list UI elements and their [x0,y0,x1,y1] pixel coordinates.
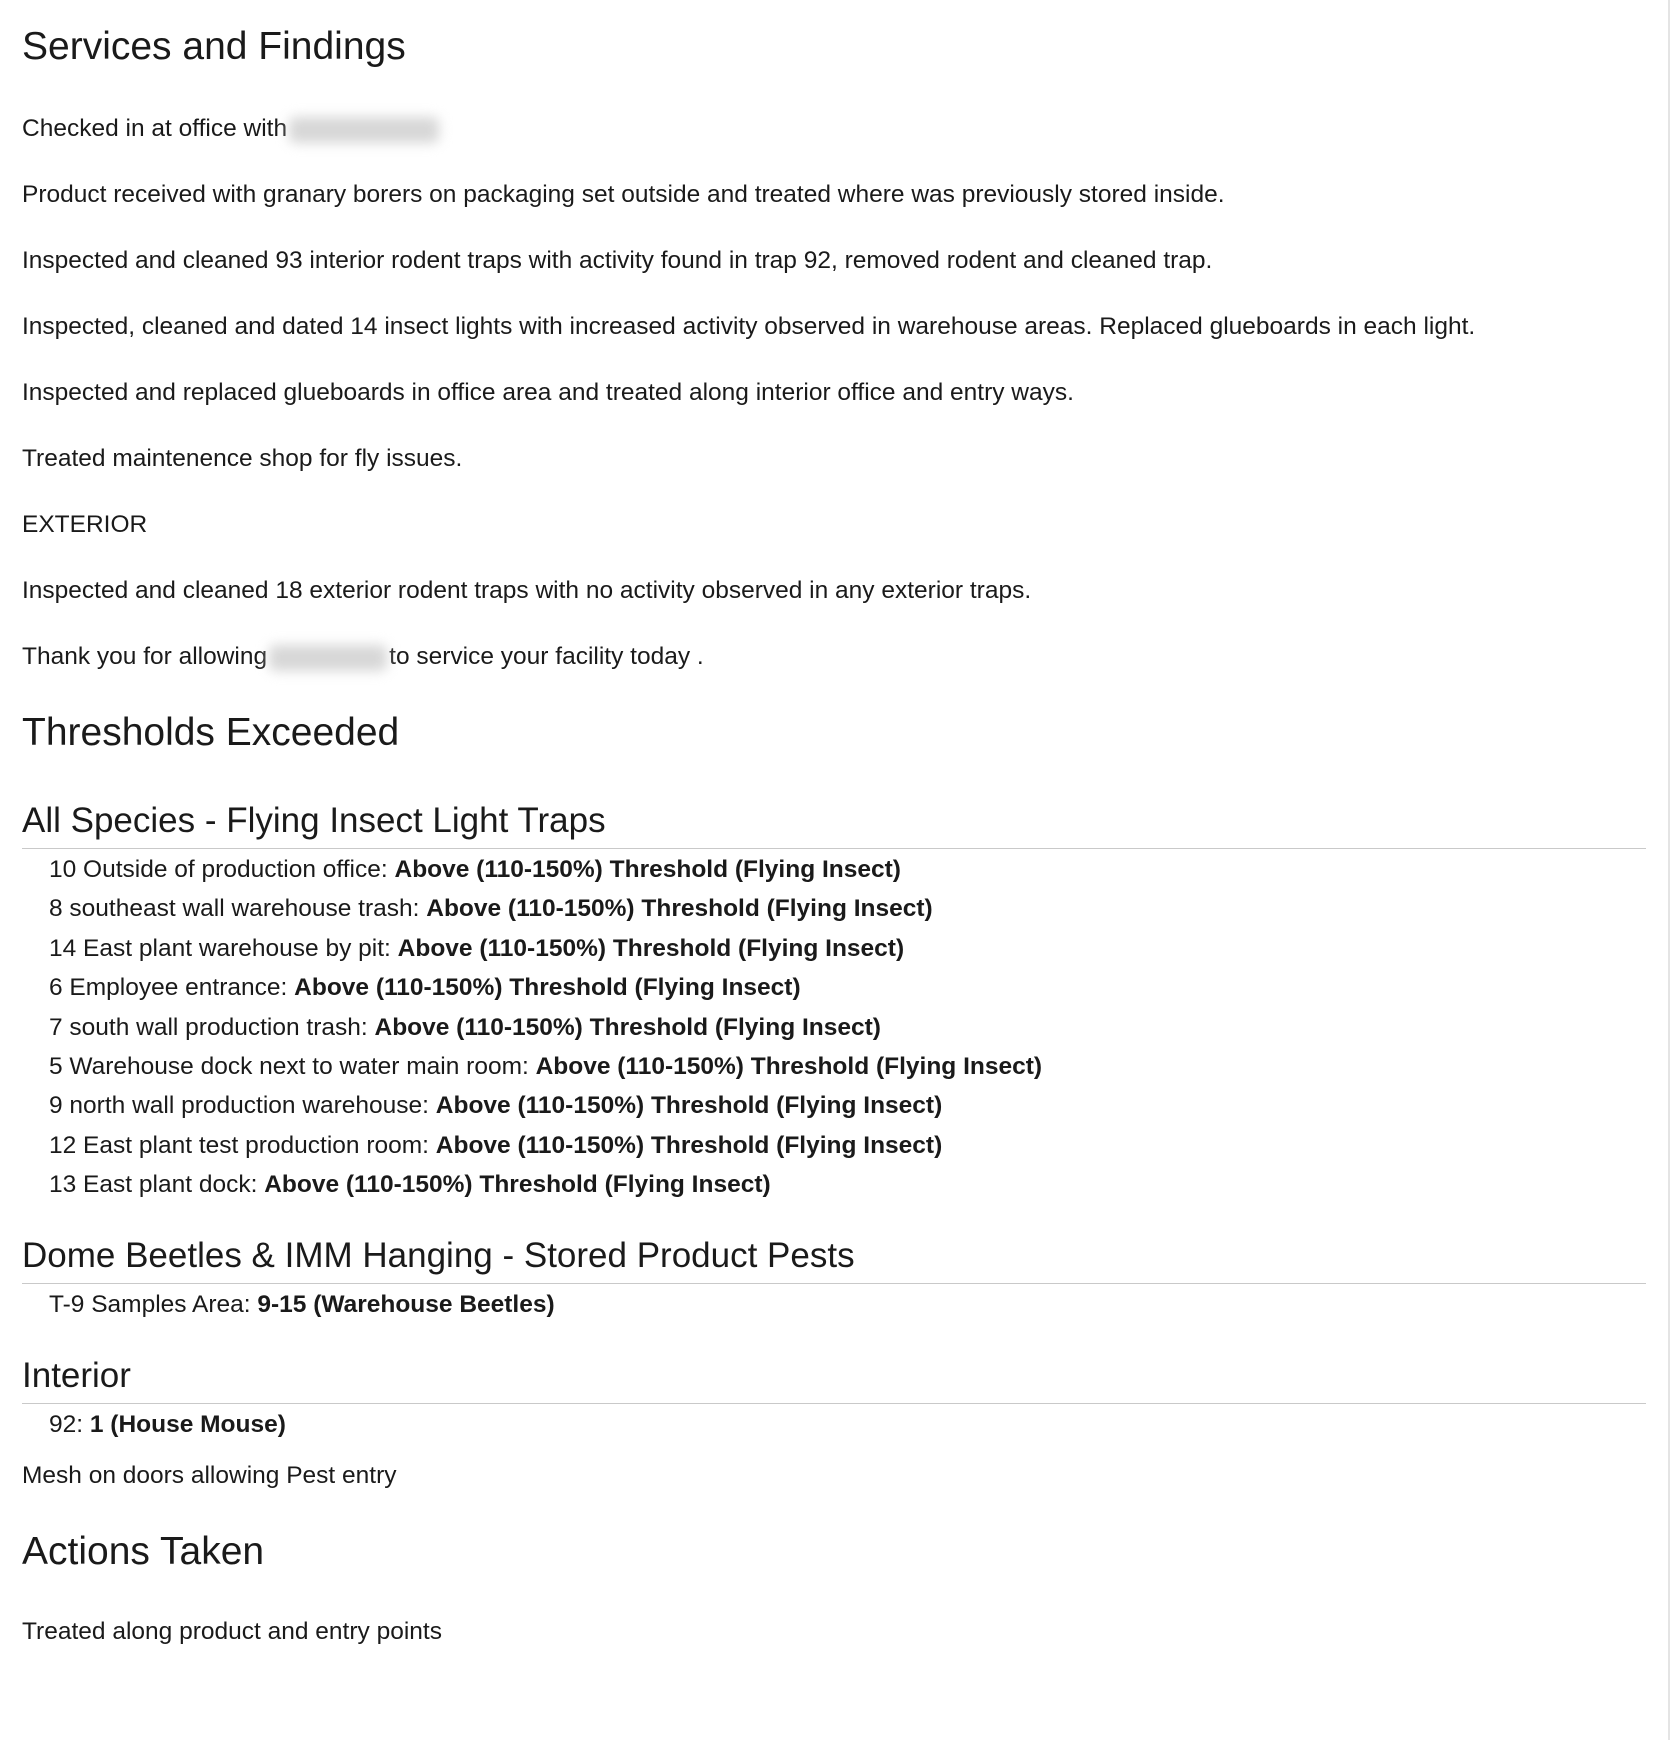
item-value: Above (110-150%) Threshold (Flying Insect) [394,856,901,883]
checkin-prefix: Checked in at office with [22,115,288,142]
actions-heading: Actions Taken [22,1530,265,1573]
group-title-flying-insect: All Species - Flying Insect Light Traps [22,800,1646,849]
item-label: T-9 Samples Area: [49,1291,258,1318]
list-item [49,1047,1646,1086]
redacted-company [269,645,387,671]
thresholds-note: Mesh on doors allowing Pest entry [22,1462,397,1489]
redacted-name [289,117,439,143]
checkin-line [22,114,441,144]
list-item [49,1405,1646,1444]
list-item [49,929,1646,968]
group-title-stored-product: Dome Beetles & IMM Hanging - Stored Product Pests [22,1235,1646,1284]
threshold-group-interior [22,1355,1646,1444]
item-label: 6 Employee entrance: [49,974,295,1002]
item-value: 9-15 (Warehouse Beetles) [257,1291,555,1318]
flying-insect-list [22,850,1646,1205]
item-value: Above (110-150%) Threshold (Flying Insect) [535,1053,1043,1081]
item-label: 7 south wall production trash: [49,1013,375,1041]
list-item [49,889,1646,928]
findings-line-1: Product received with granary borers on packaging set outside and treated where was previously stored inside. [22,181,1225,208]
list-item [49,968,1646,1007]
findings-line-3: Inspected, cleaned and dated 14 insect lights with increased activity observed in warehouse areas. Replaced glueboards in each light. [22,313,1476,340]
exterior-label: EXTERIOR [22,511,148,538]
findings-line-5: Treated maintenence shop for fly issues. [22,445,463,472]
list-item [49,850,1646,889]
item-value: Above (110-150%) Threshold (Flying Insect) [294,974,801,1002]
item-label: 10 Outside of production office: [49,856,395,883]
stored-product-list [22,1285,1646,1324]
item-label: 8 southeast wall warehouse trash: [49,895,427,923]
actions-text: Treated along product and entry points [22,1618,442,1645]
item-label: 92: [49,1411,90,1438]
item-value: Above (110-150%) Threshold (Flying Insect) [426,895,933,923]
item-label: 12 East plant test production room: [49,1131,436,1159]
item-label: 9 north wall production warehouse: [49,1092,436,1120]
findings-line-6: Inspected and cleaned 18 exterior rodent traps with no activity observed in any exterior traps. [22,577,1032,604]
item-value: Above (110-150%) Threshold (Flying Insect) [435,1092,943,1120]
interior-list [22,1405,1646,1444]
services-heading: Services and Findings [22,25,406,68]
thanks-prefix: Thank you for allowing [22,643,268,670]
threshold-group-flying-insect [22,800,1646,1205]
list-item [49,1008,1646,1047]
thanks-suffix: to service your facility today . [389,643,704,670]
thanks-line [22,642,704,672]
findings-line-2: Inspected and cleaned 93 interior rodent traps with activity found in trap 92, removed rodent and cleaned trap. [22,247,1213,274]
item-value: Above (110-150%) Threshold (Flying Insect) [264,1171,771,1199]
item-value: Above (110-150%) Threshold (Flying Insect) [397,934,905,962]
item-label: 5 Warehouse dock next to water main room: [49,1053,536,1081]
item-value: 1 (House Mouse) [89,1411,286,1438]
list-item [49,1126,1646,1165]
findings-line-4: Inspected and replaced glueboards in office area and treated along interior office and entry ways. [22,379,1074,406]
list-item [49,1285,1646,1324]
list-item [49,1165,1646,1204]
page-edge-divider [1668,0,1670,1740]
thresholds-heading: Thresholds Exceeded [22,711,400,754]
list-item [49,1086,1646,1125]
threshold-group-stored-product [22,1235,1646,1324]
item-label: 14 East plant warehouse by pit: [49,934,398,962]
item-label: 13 East plant dock: [49,1171,265,1199]
item-value: Above (110-150%) Threshold (Flying Insect) [374,1013,881,1041]
group-title-interior: Interior [22,1355,1646,1404]
item-value: Above (110-150%) Threshold (Flying Insect) [435,1131,943,1159]
